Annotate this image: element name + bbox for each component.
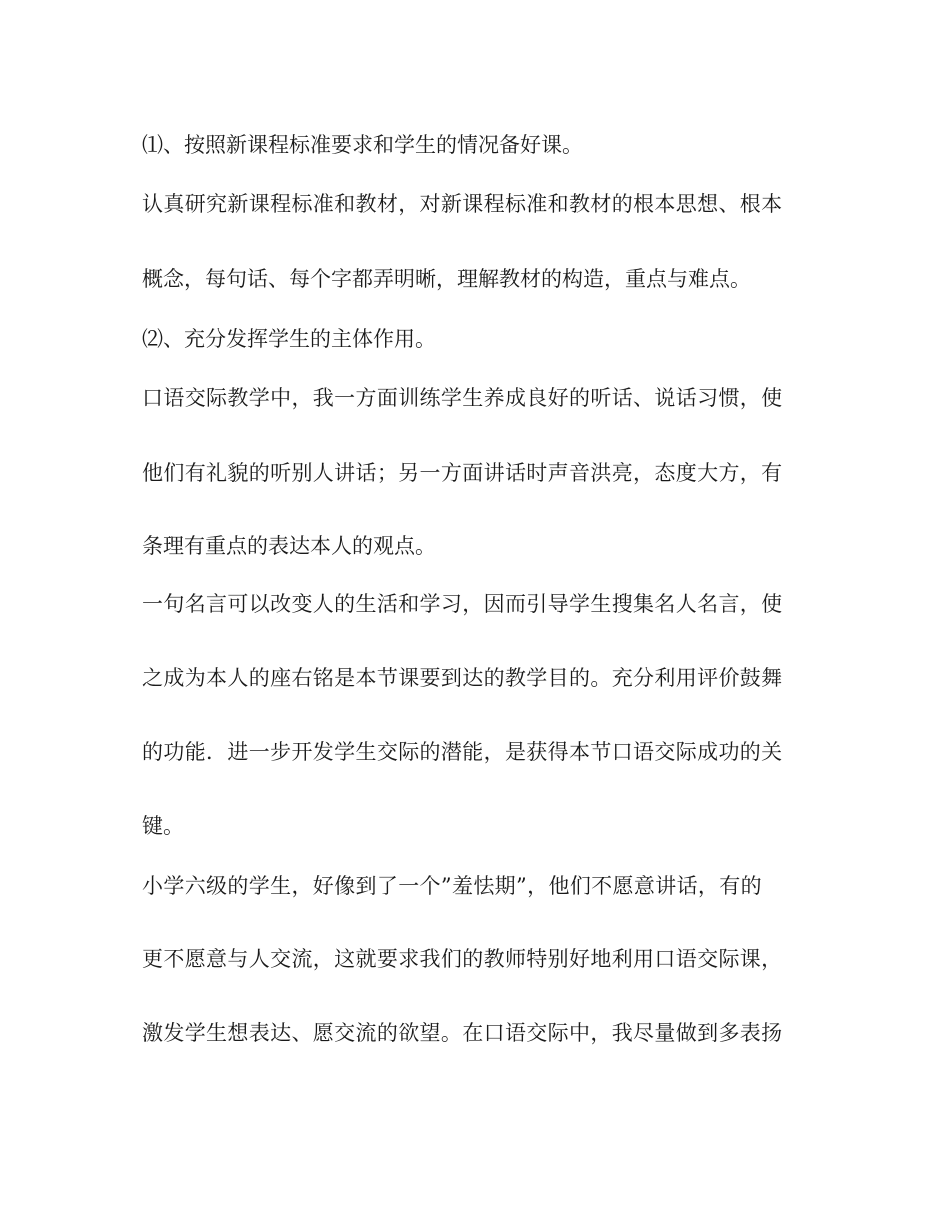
- paragraph-line: 认真研究新课程标准和教材，对新课程标准和教材的根本思想、根本: [142, 192, 783, 216]
- paragraph-line: 之成为本人的座右铭是本节课要到达的教学目的。充分利用评价鼓舞: [142, 666, 783, 690]
- paragraph-line: 口语交际教学中，我一方面训练学生养成良好的听话、说话习惯，使: [142, 386, 783, 410]
- paragraph-line: 小学六级的学生，好像到了一个”羞怯期”，他们不愿意讲话，有的: [142, 874, 762, 898]
- paragraph-line: 概念，每句话、每个字都弄明晰，理解教材的构造，重点与难点。: [142, 267, 751, 291]
- paragraph-line: 激发学生想表达、愿交流的欲望。在口语交际中，我尽量做到多表扬: [142, 1021, 783, 1045]
- paragraph-line: 他们有礼貌的听别人讲话；另一方面讲话时声音洪亮，态度大方，有: [142, 461, 783, 485]
- paragraph-line: 条理有重点的表达本人的观点。: [142, 534, 436, 558]
- paragraph-line: 更不愿意与人交流，这就要求我们的教师特别好地利用口语交际课，: [142, 947, 783, 971]
- heading-line-2: ⑵、充分发挥学生的主体作用。: [142, 327, 436, 351]
- heading-line-1: ⑴、按照新课程标准要求和学生的情况备好课。: [142, 133, 583, 157]
- paragraph-line: 一句名言可以改变人的生活和学习，因而引导学生搜集名人名言，使: [142, 592, 783, 616]
- paragraph-line: 键。: [142, 814, 184, 838]
- paragraph-line: 的功能．进一步开发学生交际的潜能，是获得本节口语交际成功的关: [142, 740, 783, 764]
